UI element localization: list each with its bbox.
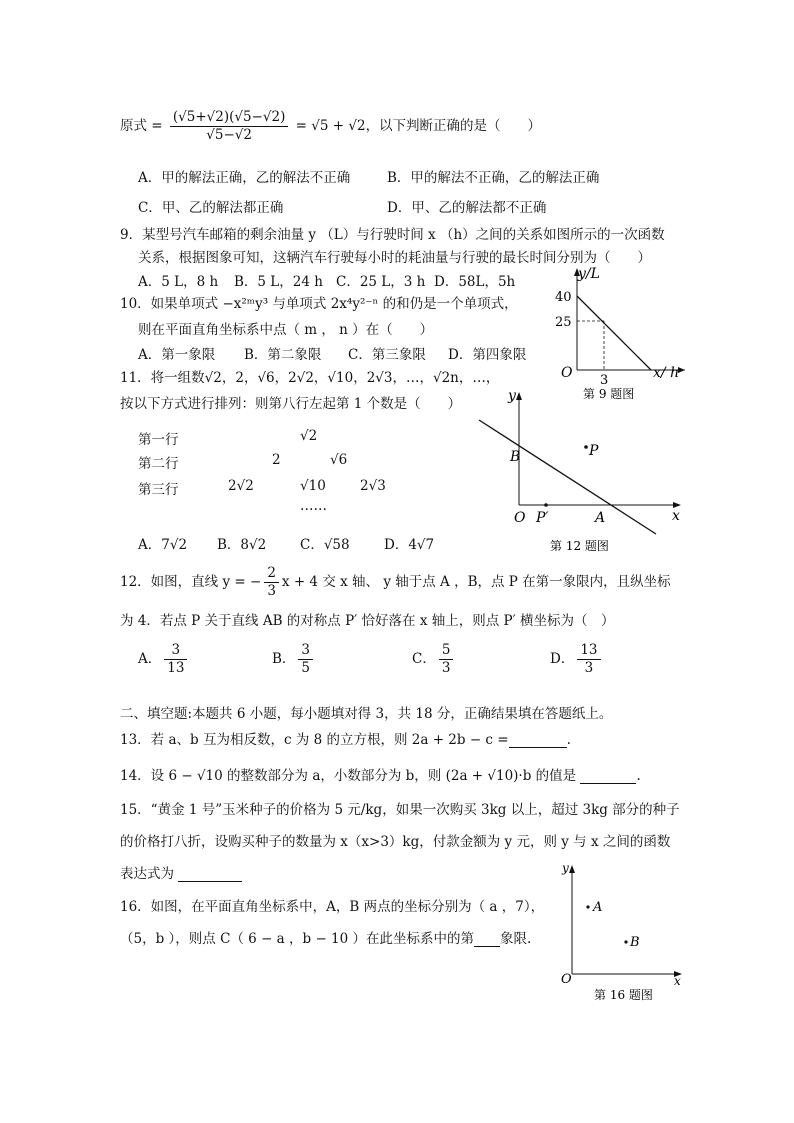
q11-line1: 11．将一组数√2，2，√6，2√2，√10，2√3，…，√2n，…， [120,370,500,386]
q12-line1-rest: 交 x 轴、 y 轴于点 A ，B，点 P 在第一象限内，且纵坐标 [322,574,671,590]
q11-line2: 按以下方式进行排列：则第八行左起第 1 个数是（ ） [120,396,462,412]
section-2-heading: 二、填空题:本题共 6 小题，每小题填对得 3，共 18 分，正确结果填在答题纸上。 [120,706,613,722]
q12-option-a-label: A． [138,651,162,667]
q10-line2: 则在平面直角坐标系中点（ m ， n ）在（ ） [138,322,434,338]
q11-row-label-2: 第二行 [138,456,179,472]
q16-origin: O [561,972,572,987]
q13-answer-blank [509,733,567,748]
q12-option-b-num: 3 [298,643,313,660]
q8-numerator: (√5+√2)(√5−√2) [170,110,288,127]
q12-origin: O [514,510,526,526]
q15-answer-blank [178,867,242,882]
q14-line: 14．设 6 − √10 的整数部分为 a，小数部分为 b，则 (2a + √10)·b 的值是 . [120,768,641,784]
q16-line2 [120,927,531,947]
q12-option-c-frac [439,643,454,676]
q12-frac-num: 2 [264,566,279,583]
q9-line2: 关系，根据图象可知，这辆汽车行驶每小时的耗油量与行驶的最长时间分别为（ ） [138,250,651,266]
q11-row1-item: √2 [300,428,318,444]
q16-line2-text: （5，b ），则点 C（ 6 − a ，b − 10 ）在此坐标系中的第 [120,931,475,947]
q12-option-d [550,643,604,676]
q8-fraction [170,110,288,143]
q16-x-label: x [674,974,681,988]
q12-option-b-den: 5 [301,660,311,676]
q12-option-c [412,643,456,676]
q12-frac-den: 3 [267,583,276,599]
q12-line2: 为 4．若点 P 关于直线 AB 的对称点 P′ 恰好落在 x 轴上，则点 P′ 横坐标为（ ） [120,613,615,629]
q12-label-pp: P′ [536,510,549,526]
q12-option-a-frac [164,643,187,676]
q8-result: = √5 + √2 [295,118,366,134]
q8-option-a: A．甲的解法正确，乙的解法不正确 [138,170,351,186]
q8-option-b: B．甲的解法不正确，乙的解法正确 [387,170,600,186]
q12-label-b: B [510,449,521,465]
q15-line2: 的价格打八折，设购买种子的数量为 x（x>3）kg，付款金额为 y 元，则 y 与 x 之间的函数 [120,834,671,850]
q9-x-label: x/ h [653,365,680,381]
q8-denominator: √5−√2 [206,127,252,143]
q8-formula: 原式 = $\frac{(√5+√2)(√5-√2)}{√5-√2}$ = √5 + √2，以下判断正确的是（ ） [120,109,542,143]
q12-point-pp [544,503,548,507]
q8-prefix: 原式 [120,118,147,134]
q12-intro: 12．如图，直线 [120,574,219,590]
q12-option-a [138,643,190,676]
q9-y-tick-40: 40 [555,290,572,305]
q14-text: 14．设 6 − √10 的整数部分为 a，小数部分为 b，则 (2a + √10)·b 的值是 [120,768,577,784]
q15-line1: 15．“黄金 1 号”玉米种子的价格为 5 元/kg，如果一次购买 3kg 以上，超过 3kg 部分的种子 [120,802,680,818]
q11-option-b: B．8√2 [217,537,267,553]
q9-option-b: B．5 L，24 h [234,274,323,290]
q11-row-label-3: 第三行 [138,482,179,498]
q8-question: ，以下判断正确的是（ ） [365,118,542,134]
q12-option-d-num: 13 [577,643,600,660]
q10-option-c: C．第三象限 [348,347,426,363]
q9-origin: O [561,365,573,381]
q10-option-a: A．第一象限 [138,347,216,363]
q12-option-b-label: B． [272,651,296,667]
q12-eq-fraction [264,566,279,599]
q16-line2-end: 象限. [500,931,532,947]
q8-option-d: D．甲、乙的解法都不正确 [387,200,547,216]
q16-point-b [624,940,627,943]
q16-graph [552,857,692,1005]
q9-option-c: C．25 L，3 h [336,274,426,290]
q15-line3 [120,862,242,882]
q11-row3-item-2: √10 [300,478,326,494]
q13-text: 13．若 a、b 互为相反数，c 为 8 的立方根，则 2a + 2b − c = [120,732,509,748]
q12-option-c-num: 5 [439,643,454,660]
q11-option-d: D．4√7 [384,537,435,553]
q16-y-label: y [562,861,569,875]
q10-line1: 10．如果单项式 −x²ᵐy³ 与单项式 2x⁴y²⁻ⁿ 的和仍是一个单项式， [120,296,518,312]
q16-caption: 第 16 题图 [594,988,653,1002]
q9-graph [545,262,690,402]
q10-option-d: D．第四象限 [448,347,527,363]
q9-option-d: D．58L，5h [434,274,516,290]
q9-option-a: A．5 L，8 h [138,274,219,290]
q15-line3-text: 表达式为 [120,866,174,882]
q12-option-d-frac [577,643,600,676]
q12-graph [474,384,684,559]
q11-row2-item-1: 2 [272,452,281,468]
q14-answer-blank [580,769,636,784]
q12-option-b [272,643,316,676]
q16-y-arrow-icon [569,865,575,873]
q12-option-d-den: 3 [584,660,594,676]
q16-line1: 16．如图，在平面直角坐标系中，A，B 两点的坐标分别为（ a ，7）， [120,899,545,915]
q12-option-b-frac [298,643,313,676]
q9-caption: 第 9 题图 [583,387,635,401]
q9-x-tick-3: 3 [600,373,609,388]
q12-x-label: x [672,508,680,524]
q8-option-c: C．甲、乙的解法都正确 [138,200,284,216]
q11-row2-item-2: √6 [330,452,348,468]
q12-y-label: y [508,388,516,404]
q9-y-label: y/L [578,266,600,282]
q9-line1: 9．某型号汽车邮箱的剩余油量 y （L）与行驶时间 x （h）之间的关系如图所示的一次函数 [120,227,665,243]
q16-point-a [586,905,589,908]
q12-line1 [120,566,671,599]
q12-label-p: P [589,443,599,459]
q16-label-a: A [593,900,603,915]
q9-function-line [577,296,651,370]
q11-row-label-1: 第一行 [138,432,179,448]
q12-eq-lhs: y = − [222,574,262,590]
q12-option-d-label: D． [550,651,575,667]
q12-caption: 第 12 题图 [550,539,609,553]
q16-answer-blank [474,932,500,947]
q9-y-tick-25: 25 [555,315,572,330]
q12-eq-rhs: x + 4 [281,574,319,590]
q12-y-arrow-icon [516,392,522,400]
q11-option-c: C．√58 [300,537,350,553]
q12-option-c-den: 3 [441,660,451,676]
q11-row3-item-3: 2√3 [360,478,386,494]
q12-label-a: A [595,510,606,526]
q12-option-a-den: 13 [167,660,185,676]
q13-line: 13．若 a、b 互为相反数，c 为 8 的立方根，则 2a + 2b − c = . [120,732,571,748]
q16-label-b: B [630,935,640,950]
q12-point-p [584,445,588,449]
q12-option-a-num: 3 [164,643,187,660]
q11-dots: …… [300,498,327,514]
q11-option-a: A．7√2 [138,537,188,553]
q11-row3-item-1: 2√2 [228,478,254,494]
q12-line-ab [479,420,656,534]
q10-option-b: B．第二象限 [244,347,322,363]
q12-option-c-label: C． [412,651,436,667]
